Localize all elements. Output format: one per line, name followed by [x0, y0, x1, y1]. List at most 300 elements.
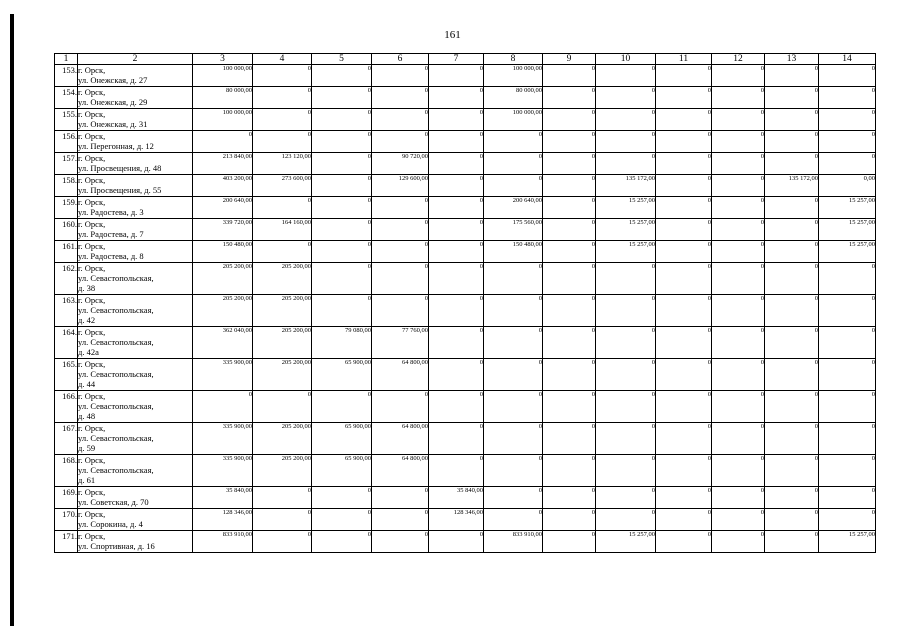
- address-line: ул. Севастопольская,: [78, 337, 154, 347]
- value-cell: 0: [765, 531, 819, 553]
- address-cell: [78, 263, 193, 295]
- value-cell: 0: [429, 65, 484, 87]
- row-number: 164.: [55, 327, 78, 359]
- table-row: [55, 455, 876, 487]
- value-cell: 0: [656, 455, 712, 487]
- value-cell: 0: [656, 241, 712, 263]
- value-cell: 0: [712, 219, 765, 241]
- value-cell: 0: [429, 263, 484, 295]
- value-cell: 0: [819, 131, 876, 153]
- value-cell: 0: [656, 87, 712, 109]
- value-cell: 0: [253, 391, 312, 423]
- value-cell: 0: [712, 455, 765, 487]
- value-cell: 0: [253, 109, 312, 131]
- value-cell: 79 080,00: [312, 327, 372, 359]
- column-header: 14: [819, 54, 876, 65]
- address-line: г. Орск,: [78, 423, 106, 433]
- address-cell: [78, 241, 193, 263]
- value-cell: 0: [765, 153, 819, 175]
- address-line: ул. Радостева, д. 8: [78, 251, 144, 261]
- row-number: 160.: [55, 219, 78, 241]
- value-cell: 0: [543, 131, 596, 153]
- value-cell: 0: [819, 455, 876, 487]
- value-cell: 0: [429, 87, 484, 109]
- column-header: 10: [596, 54, 656, 65]
- table-row: [55, 175, 876, 197]
- address-line: г. Орск,: [78, 327, 106, 337]
- table-row: [55, 423, 876, 455]
- table-row: [55, 65, 876, 87]
- value-cell: 164 160,00: [253, 219, 312, 241]
- row-number: 154.: [55, 87, 78, 109]
- value-cell: 0: [372, 263, 429, 295]
- value-cell: 0: [596, 295, 656, 327]
- value-cell: 0: [312, 219, 372, 241]
- address-line: д. 42а: [78, 347, 99, 357]
- value-cell: 0: [819, 509, 876, 531]
- value-cell: 0: [543, 327, 596, 359]
- address-line: г. Орск,: [78, 219, 106, 229]
- column-header: 6: [372, 54, 429, 65]
- value-cell: 0: [596, 359, 656, 391]
- value-cell: 0: [484, 423, 543, 455]
- address-line: г. Орск,: [78, 175, 106, 185]
- table-row: [55, 359, 876, 391]
- value-cell: 0: [712, 241, 765, 263]
- value-cell: 0: [656, 175, 712, 197]
- value-cell: 77 760,00: [372, 327, 429, 359]
- value-cell: 205 200,00: [253, 423, 312, 455]
- value-cell: 0: [193, 391, 253, 423]
- value-cell: 0: [596, 153, 656, 175]
- row-number: 155.: [55, 109, 78, 131]
- value-cell: 65 900,00: [312, 359, 372, 391]
- header-row: [55, 54, 876, 65]
- value-cell: 0: [765, 263, 819, 295]
- address-line: ул. Онежская, д. 27: [78, 75, 148, 85]
- address-line: г. Орск,: [78, 509, 106, 519]
- value-cell: 0: [656, 327, 712, 359]
- address-cell: [78, 219, 193, 241]
- table-row: [55, 131, 876, 153]
- value-cell: 0: [253, 65, 312, 87]
- value-cell: 65 900,00: [312, 455, 372, 487]
- column-header: 2: [78, 54, 193, 65]
- value-cell: 0: [312, 109, 372, 131]
- value-cell: 0: [765, 109, 819, 131]
- value-cell: 64 800,00: [372, 359, 429, 391]
- value-cell: 833 910,00: [193, 531, 253, 553]
- value-cell: 0: [543, 241, 596, 263]
- value-cell: 0: [656, 153, 712, 175]
- value-cell: 0: [765, 87, 819, 109]
- address-line: ул. Перегонная, д. 12: [78, 141, 154, 151]
- value-cell: 362 040,00: [193, 327, 253, 359]
- address-cell: [78, 531, 193, 553]
- address-line: ул. Спортивная, д. 16: [78, 541, 155, 551]
- value-cell: 0: [712, 263, 765, 295]
- value-cell: 0: [312, 263, 372, 295]
- address-line: д. 42: [78, 315, 96, 325]
- value-cell: 150 480,00: [193, 241, 253, 263]
- table-row: [55, 487, 876, 509]
- value-cell: 0: [819, 327, 876, 359]
- value-cell: 35 840,00: [193, 487, 253, 509]
- value-cell: 0: [712, 131, 765, 153]
- value-cell: 0: [429, 241, 484, 263]
- address-line: г. Орск,: [78, 295, 106, 305]
- address-line: ул. Советская, д. 70: [78, 497, 149, 507]
- address-line: г. Орск,: [78, 263, 106, 273]
- address-line: г. Орск,: [78, 531, 106, 541]
- value-cell: 205 200,00: [253, 263, 312, 295]
- value-cell: 0: [596, 109, 656, 131]
- value-cell: 0: [543, 65, 596, 87]
- value-cell: 129 600,00: [372, 175, 429, 197]
- value-cell: 0: [312, 391, 372, 423]
- value-cell: 0: [429, 455, 484, 487]
- value-cell: 0: [712, 327, 765, 359]
- address-cell: [78, 65, 193, 87]
- value-cell: 0,00: [819, 175, 876, 197]
- value-cell: 0: [656, 131, 712, 153]
- value-cell: 0: [312, 241, 372, 263]
- value-cell: 0: [712, 391, 765, 423]
- value-cell: 0: [656, 109, 712, 131]
- value-cell: 205 200,00: [253, 327, 312, 359]
- value-cell: 0: [712, 295, 765, 327]
- value-cell: 0: [712, 359, 765, 391]
- value-cell: 0: [596, 455, 656, 487]
- value-cell: 0: [765, 359, 819, 391]
- address-line: ул. Сорокина, д. 4: [78, 519, 143, 529]
- value-cell: 0: [253, 487, 312, 509]
- address-line: г. Орск,: [78, 131, 106, 141]
- value-cell: 0: [543, 197, 596, 219]
- value-cell: 0: [253, 509, 312, 531]
- value-cell: 0: [429, 153, 484, 175]
- value-cell: 0: [765, 241, 819, 263]
- value-cell: 0: [819, 153, 876, 175]
- value-cell: 15 257,00: [819, 531, 876, 553]
- value-cell: 205 200,00: [253, 455, 312, 487]
- address-line: ул. Просвещения, д. 55: [78, 185, 162, 195]
- value-cell: 0: [656, 509, 712, 531]
- address-line: д. 59: [78, 443, 96, 453]
- address-line: г. Орск,: [78, 241, 106, 251]
- value-cell: 0: [484, 487, 543, 509]
- value-cell: 0: [372, 87, 429, 109]
- value-cell: 0: [656, 295, 712, 327]
- value-cell: 0: [656, 531, 712, 553]
- address-cell: [78, 455, 193, 487]
- value-cell: 0: [253, 531, 312, 553]
- value-cell: 0: [819, 65, 876, 87]
- value-cell: 0: [712, 175, 765, 197]
- value-cell: 0: [312, 487, 372, 509]
- value-cell: 0: [484, 455, 543, 487]
- value-cell: 100 000,00: [484, 109, 543, 131]
- value-cell: 0: [372, 197, 429, 219]
- value-cell: 0: [596, 327, 656, 359]
- value-cell: 0: [596, 509, 656, 531]
- address-cell: [78, 509, 193, 531]
- value-cell: 0: [312, 153, 372, 175]
- value-cell: 0: [429, 359, 484, 391]
- value-cell: 200 640,00: [484, 197, 543, 219]
- value-cell: 0: [656, 263, 712, 295]
- address-cell: [78, 295, 193, 327]
- value-cell: 0: [429, 197, 484, 219]
- page-number: 161: [444, 29, 461, 41]
- value-cell: 0: [312, 509, 372, 531]
- address-line: д. 61: [78, 475, 96, 485]
- row-number: 169.: [55, 487, 78, 509]
- address-line: г. Орск,: [78, 359, 106, 369]
- address-line: ул. Онежская, д. 29: [78, 97, 148, 107]
- value-cell: 0: [372, 109, 429, 131]
- value-cell: 15 257,00: [819, 219, 876, 241]
- column-header: 3: [193, 54, 253, 65]
- row-number: 156.: [55, 131, 78, 153]
- address-cell: [78, 175, 193, 197]
- value-cell: 0: [372, 131, 429, 153]
- row-number: 159.: [55, 197, 78, 219]
- row-number: 157.: [55, 153, 78, 175]
- value-cell: 0: [656, 487, 712, 509]
- value-cell: 0: [543, 531, 596, 553]
- value-cell: 0: [372, 219, 429, 241]
- column-header: 7: [429, 54, 484, 65]
- value-cell: 0: [656, 423, 712, 455]
- value-cell: 200 640,00: [193, 197, 253, 219]
- value-cell: 273 600,00: [253, 175, 312, 197]
- table-row: [55, 391, 876, 423]
- address-line: г. Орск,: [78, 65, 106, 75]
- table-row: [55, 87, 876, 109]
- value-cell: 335 900,00: [193, 423, 253, 455]
- table-row: [55, 531, 876, 553]
- table-row: [55, 295, 876, 327]
- table-row: [55, 509, 876, 531]
- address-cell: [78, 327, 193, 359]
- table-row: [55, 109, 876, 131]
- value-cell: 0: [819, 295, 876, 327]
- table-row: [55, 219, 876, 241]
- value-cell: 100 000,00: [193, 65, 253, 87]
- value-cell: 0: [656, 359, 712, 391]
- address-line: ул. Радостева, д. 7: [78, 229, 144, 239]
- row-number: 158.: [55, 175, 78, 197]
- value-cell: 0: [765, 197, 819, 219]
- row-number: 171.: [55, 531, 78, 553]
- value-cell: 15 257,00: [596, 531, 656, 553]
- value-cell: 0: [819, 263, 876, 295]
- row-number: 161.: [55, 241, 78, 263]
- row-number: 170.: [55, 509, 78, 531]
- value-cell: 0: [429, 295, 484, 327]
- value-cell: 0: [765, 65, 819, 87]
- value-cell: 0: [253, 197, 312, 219]
- address-line: г. Орск,: [78, 455, 106, 465]
- address-line: ул. Севастопольская,: [78, 401, 154, 411]
- value-cell: 0: [312, 87, 372, 109]
- table-row: [55, 327, 876, 359]
- value-cell: 0: [543, 391, 596, 423]
- value-cell: 0: [372, 391, 429, 423]
- address-line: г. Орск,: [78, 487, 106, 497]
- value-cell: 0: [543, 153, 596, 175]
- address-line: г. Орск,: [78, 153, 106, 163]
- value-cell: 213 840,00: [193, 153, 253, 175]
- value-cell: 0: [372, 531, 429, 553]
- value-cell: 150 480,00: [484, 241, 543, 263]
- value-cell: 205 200,00: [253, 359, 312, 391]
- value-cell: 0: [484, 391, 543, 423]
- value-cell: 205 200,00: [193, 263, 253, 295]
- value-cell: 833 910,00: [484, 531, 543, 553]
- row-number: 163.: [55, 295, 78, 327]
- address-cell: [78, 153, 193, 175]
- value-cell: 0: [543, 175, 596, 197]
- value-cell: 0: [543, 295, 596, 327]
- value-cell: 0: [543, 509, 596, 531]
- column-header: 4: [253, 54, 312, 65]
- address-cell: [78, 487, 193, 509]
- value-cell: 0: [819, 109, 876, 131]
- value-cell: 15 257,00: [819, 241, 876, 263]
- value-cell: 65 900,00: [312, 423, 372, 455]
- value-cell: 0: [819, 423, 876, 455]
- value-cell: 0: [312, 65, 372, 87]
- value-cell: 0: [765, 131, 819, 153]
- value-cell: 0: [484, 327, 543, 359]
- value-cell: 135 172,00: [765, 175, 819, 197]
- value-cell: 0: [712, 109, 765, 131]
- address-cell: [78, 359, 193, 391]
- value-cell: 0: [712, 65, 765, 87]
- value-cell: 15 257,00: [596, 241, 656, 263]
- value-cell: 123 120,00: [253, 153, 312, 175]
- value-cell: 0: [484, 131, 543, 153]
- value-cell: 0: [819, 87, 876, 109]
- value-cell: 15 257,00: [819, 197, 876, 219]
- value-cell: 100 000,00: [484, 65, 543, 87]
- value-cell: 0: [765, 455, 819, 487]
- column-header: 12: [712, 54, 765, 65]
- row-number: 153.: [55, 65, 78, 87]
- address-cell: [78, 423, 193, 455]
- address-line: д. 44: [78, 379, 96, 389]
- value-cell: 0: [543, 263, 596, 295]
- value-cell: 0: [372, 295, 429, 327]
- value-cell: 0: [484, 509, 543, 531]
- value-cell: 0: [543, 87, 596, 109]
- value-cell: 0: [596, 87, 656, 109]
- address-line: ул. Севастопольская,: [78, 433, 154, 443]
- value-cell: 0: [543, 455, 596, 487]
- value-cell: 0: [819, 391, 876, 423]
- value-cell: 0: [484, 175, 543, 197]
- row-number: 162.: [55, 263, 78, 295]
- column-header: 9: [543, 54, 596, 65]
- value-cell: 0: [765, 327, 819, 359]
- value-cell: 0: [253, 87, 312, 109]
- value-cell: 0: [429, 531, 484, 553]
- value-cell: 0: [712, 153, 765, 175]
- value-cell: 205 200,00: [253, 295, 312, 327]
- address-line: г. Орск,: [78, 197, 106, 207]
- address-cell: [78, 87, 193, 109]
- value-cell: 0: [543, 359, 596, 391]
- row-number: 165.: [55, 359, 78, 391]
- address-line: ул. Севастопольская,: [78, 465, 154, 475]
- value-cell: 0: [656, 65, 712, 87]
- value-cell: 175 560,00: [484, 219, 543, 241]
- value-cell: 0: [312, 295, 372, 327]
- value-cell: 0: [596, 423, 656, 455]
- row-number: 167.: [55, 423, 78, 455]
- value-cell: 0: [312, 131, 372, 153]
- value-cell: 205 200,00: [193, 295, 253, 327]
- address-line: г. Орск,: [78, 391, 106, 401]
- value-cell: 0: [429, 327, 484, 359]
- data-table: [54, 53, 876, 553]
- value-cell: 128 346,00: [193, 509, 253, 531]
- value-cell: 0: [596, 131, 656, 153]
- value-cell: 335 900,00: [193, 455, 253, 487]
- column-header: 5: [312, 54, 372, 65]
- page-binding-edge: [10, 14, 14, 626]
- value-cell: 0: [596, 65, 656, 87]
- address-line: ул. Радостева, д. 3: [78, 207, 144, 217]
- value-cell: 0: [429, 219, 484, 241]
- value-cell: 0: [765, 391, 819, 423]
- value-cell: 128 346,00: [429, 509, 484, 531]
- address-cell: [78, 197, 193, 219]
- value-cell: 0: [372, 65, 429, 87]
- value-cell: 0: [429, 109, 484, 131]
- value-cell: 0: [193, 131, 253, 153]
- value-cell: 0: [712, 423, 765, 455]
- address-line: г. Орск,: [78, 109, 106, 119]
- value-cell: 0: [312, 175, 372, 197]
- value-cell: 0: [253, 131, 312, 153]
- table-row: [55, 241, 876, 263]
- address-cell: [78, 391, 193, 423]
- value-cell: 0: [312, 197, 372, 219]
- address-line: ул. Онежская, д. 31: [78, 119, 148, 129]
- address-line: г. Орск,: [78, 87, 106, 97]
- value-cell: 0: [372, 487, 429, 509]
- value-cell: 0: [765, 295, 819, 327]
- value-cell: 0: [543, 423, 596, 455]
- value-cell: 15 257,00: [596, 219, 656, 241]
- value-cell: 0: [656, 197, 712, 219]
- value-cell: 135 172,00: [596, 175, 656, 197]
- value-cell: 0: [253, 241, 312, 263]
- value-cell: 0: [429, 423, 484, 455]
- value-cell: 0: [765, 487, 819, 509]
- value-cell: 0: [596, 263, 656, 295]
- value-cell: 0: [712, 487, 765, 509]
- value-cell: 80 000,00: [193, 87, 253, 109]
- value-cell: 0: [429, 131, 484, 153]
- value-cell: 0: [819, 487, 876, 509]
- value-cell: 339 720,00: [193, 219, 253, 241]
- value-cell: 0: [656, 219, 712, 241]
- table-row: [55, 263, 876, 295]
